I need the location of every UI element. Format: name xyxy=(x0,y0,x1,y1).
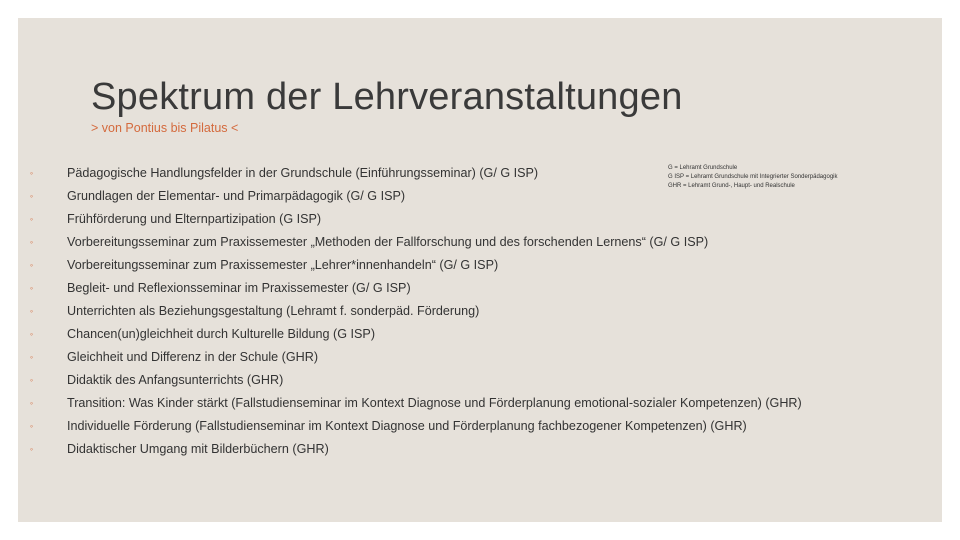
list-item-text: Gleichheit und Differenz in der Schule (GHR) xyxy=(67,349,319,364)
list-item xyxy=(26,276,802,299)
list-item-text: Chancen(un)gleichheit durch Kulturelle Bildung (G ISP) xyxy=(67,326,376,341)
list-item xyxy=(26,322,802,345)
slide-title: Spektrum der Lehrveranstaltungen xyxy=(91,76,683,118)
list-item xyxy=(26,253,802,276)
list-item-text: Transition: Was Kinder stärkt (Fallstudienseminar im Kontext Diagnose und Förderplanung emotional-sozialer Kompetenzen) (GHR) xyxy=(67,395,802,410)
legend-line: GHR = Lehramt Grund-, Haupt- und Realschule xyxy=(668,183,795,189)
list-item xyxy=(26,391,802,414)
bullet-icon: ◦ xyxy=(29,167,34,178)
bullet-icon: ◦ xyxy=(29,190,34,201)
list-item xyxy=(26,345,802,368)
list-item-text: Vorbereitungsseminar zum Praxissemester „Methoden der Fallforschung und des forschenden Lernens“ (G/ G ISP) xyxy=(67,234,709,249)
legend-line: G ISP = Lehramt Grundschule mit Integrierter Sonderpädagogik xyxy=(668,174,838,180)
legend-line: G = Lehramt Grundschule xyxy=(668,165,738,171)
course-list xyxy=(26,161,802,460)
bullet-icon: ◦ xyxy=(29,397,34,408)
bullet-icon: ◦ xyxy=(29,213,34,224)
slide xyxy=(18,18,942,522)
list-item xyxy=(26,368,802,391)
list-item xyxy=(26,299,802,322)
list-item xyxy=(26,207,802,230)
bullet-icon: ◦ xyxy=(29,351,34,362)
bullet-icon: ◦ xyxy=(29,420,34,431)
list-item-text: Pädagogische Handlungsfelder in der Grundschule (Einführungsseminar) (G/ G ISP) xyxy=(67,165,539,180)
list-item-text: Unterrichten als Beziehungsgestaltung (Lehramt f. sonderpäd. Förderung) xyxy=(67,303,480,318)
list-item-text: Didaktischer Umgang mit Bilderbüchern (GHR) xyxy=(67,441,329,456)
list-item xyxy=(26,230,802,253)
list-item-text: Vorbereitungsseminar zum Praxissemester „Lehrer*innenhandeln“ (G/ G ISP) xyxy=(67,257,499,272)
bullet-icon: ◦ xyxy=(29,443,34,454)
list-item-text: Begleit- und Reflexionsseminar im Praxissemester (G/ G ISP) xyxy=(67,280,411,295)
bullet-icon: ◦ xyxy=(29,282,34,293)
list-item-text: Frühförderung und Elternpartizipation (G ISP) xyxy=(67,211,322,226)
bullet-icon: ◦ xyxy=(29,328,34,339)
list-item-text: Didaktik des Anfangsunterrichts (GHR) xyxy=(67,372,284,387)
list-item-text: Grundlagen der Elementar- und Primarpädagogik (G/ G ISP) xyxy=(67,188,406,203)
list-item xyxy=(26,184,802,207)
bullet-icon: ◦ xyxy=(29,236,34,247)
list-item xyxy=(26,414,802,437)
list-item xyxy=(26,437,802,460)
bullet-icon: ◦ xyxy=(29,374,34,385)
bullet-icon: ◦ xyxy=(29,259,34,270)
list-item xyxy=(26,161,802,184)
bullet-icon: ◦ xyxy=(29,305,34,316)
list-item-text: Individuelle Förderung (Fallstudienseminar im Kontext Diagnose und Förderplanung fachbezogener Kompetenzen) (GHR) xyxy=(67,418,747,433)
slide-subtitle: > von Pontius bis Pilatus < xyxy=(91,121,239,135)
